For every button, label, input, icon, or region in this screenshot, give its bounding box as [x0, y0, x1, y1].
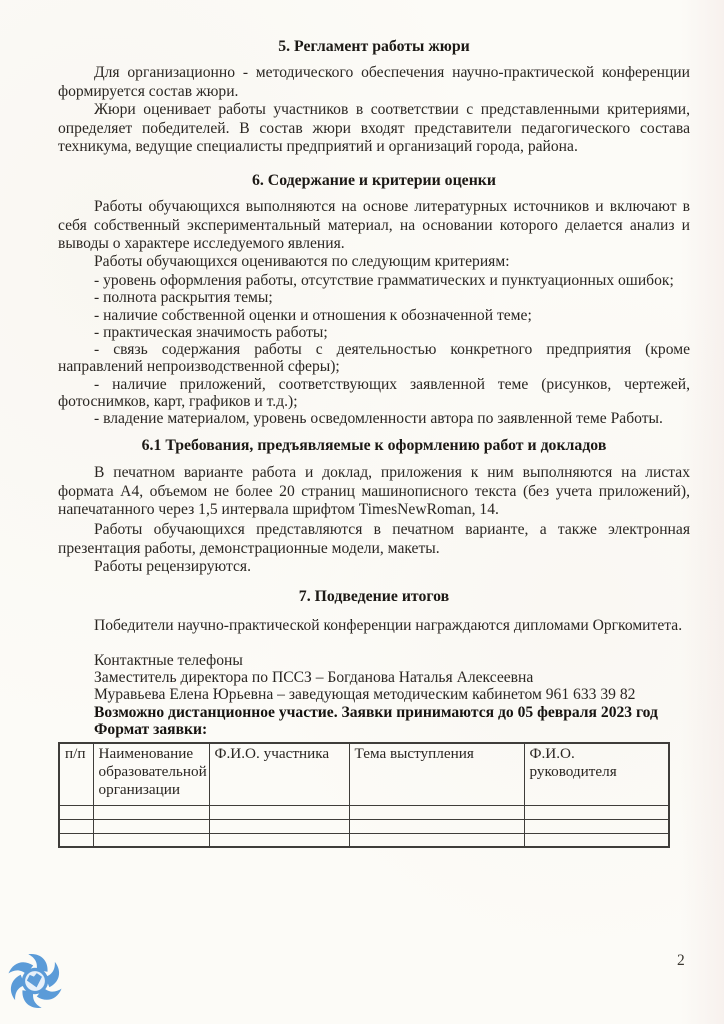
- section-6-1-paragraph-3: Работы рецензируются.: [94, 558, 251, 575]
- contact-person-1: Заместитель директора по ПССЗ – Богданова Наталья Алексеевна: [94, 669, 534, 687]
- table-empty-row: [59, 819, 669, 833]
- section-7-paragraph-1: Победители научно-практической конференции награждаются дипломами Оргкомитета.: [94, 617, 683, 634]
- table-empty-cell: [59, 819, 93, 833]
- section-6-1-title: 6.1 Требования, предъявляемые к оформлению работ и докладов: [141, 437, 607, 454]
- table-empty-cell: [349, 819, 524, 833]
- criteria-item: - полнота раскрытия темы;: [94, 289, 273, 307]
- table-header-supervisor: Ф.И.О. руководителя: [524, 743, 669, 805]
- table-header-organization: Наименование образовательной организации: [93, 743, 209, 805]
- section-6-1-paragraph-1: В печатном варианте работа и доклад, приложения к ним выполняются на листах формата А4, объемом не более 20 страниц машинописного текста (без учета приложений), напечатанного через 1,5 интервала шрифтом TimesNewRoman, 14.: [58, 464, 690, 519]
- section-6-criteria-intro: Работы обучающихся оцениваются по следующим критериям:: [94, 253, 510, 270]
- table-empty-cell: [524, 805, 669, 819]
- table-empty-cell: [524, 819, 669, 833]
- section-5-paragraph-2: Жюри оценивает работы участников в соответствии с представленными критериями, определяет победителей. В состав жюри входят представители педагогического состава техникума, ведущие специалисты предприятий и организаций города, района.: [58, 101, 690, 156]
- section-6-paragraph-1: Работы обучающихся выполняются на основе литературных источников и включают в себя собственный экспериментальный материал, на основании которого делается анализ и выводы о характере исследуемого явления.: [58, 198, 690, 253]
- section-6-title: 6. Содержание и критерии оценки: [251, 172, 497, 189]
- section-7-title: 7. Подведение итогов: [298, 588, 450, 605]
- page-number: 2: [677, 952, 685, 969]
- table-empty-cell: [59, 805, 93, 819]
- contact-person-2: Муравьева Елена Юрьевна – заведующая методическим кабинетом 961 633 39 82: [94, 686, 636, 704]
- table-empty-cell: [93, 833, 209, 847]
- table-empty-cell: [93, 805, 209, 819]
- section-5-paragraph-1: Для организационно - методического обеспечения научно-практической конференции формируется состав жюри.: [58, 64, 690, 100]
- criteria-item: - наличие собственной оценки и отношения к обозначенной теме;: [94, 306, 532, 324]
- criteria-item: - уровень оформления работы, отсутствие грамматических и пунктуационных ошибок;: [94, 272, 674, 289]
- table-empty-cell: [349, 805, 524, 819]
- criteria-item: - владение материалом, уровень осведомленности автора по заявленной теме Работы.: [94, 410, 663, 428]
- table-empty-cell: [59, 833, 93, 847]
- section-6-criteria-list: [58, 272, 690, 428]
- table-empty-cell: [349, 833, 524, 847]
- table-empty-cell: [209, 819, 349, 833]
- table-header-number: п/п: [59, 743, 93, 805]
- table-header-participant: Ф.И.О. участника: [209, 743, 349, 805]
- contacts-block: [58, 652, 690, 738]
- table-empty-cell: [209, 833, 349, 847]
- section-6-1-paragraph-2: Работы обучающихся представляются в печатном варианте, а также электронная презентация работы, демонстрационные модели, макеты.: [58, 521, 690, 557]
- table-header-topic: Тема выступления: [349, 743, 524, 805]
- table-empty-row: [59, 805, 669, 819]
- contacts-heading: Контактные телефоны: [94, 652, 243, 669]
- table-empty-row: [59, 833, 669, 847]
- criteria-item: - практическая значимость работы;: [94, 323, 328, 341]
- section-5-title: 5. Регламент работы жюри: [278, 38, 470, 55]
- criteria-item: - связь содержания работы с деятельностью конкретного предприятия (кроме направлений непроизводственной сферы);: [58, 341, 690, 376]
- criteria-item: - наличие приложений, соответствующих заявленной теме (рисунков, чертежей, фотоснимков, карт, графиков и т.д.);: [58, 375, 690, 411]
- table-empty-cell: [209, 805, 349, 819]
- application-form-table: [58, 742, 670, 848]
- table-empty-cell: [524, 833, 669, 847]
- table-header-row: [59, 743, 669, 805]
- table-empty-cell: [93, 819, 209, 833]
- remote-participation-note: Возможно дистанционное участие. Заявки принимаются до 05 февраля 2023 год: [94, 703, 658, 721]
- pinwheel-logo-icon: [5, 948, 65, 1014]
- application-format-label: Формат заявки:: [94, 720, 208, 738]
